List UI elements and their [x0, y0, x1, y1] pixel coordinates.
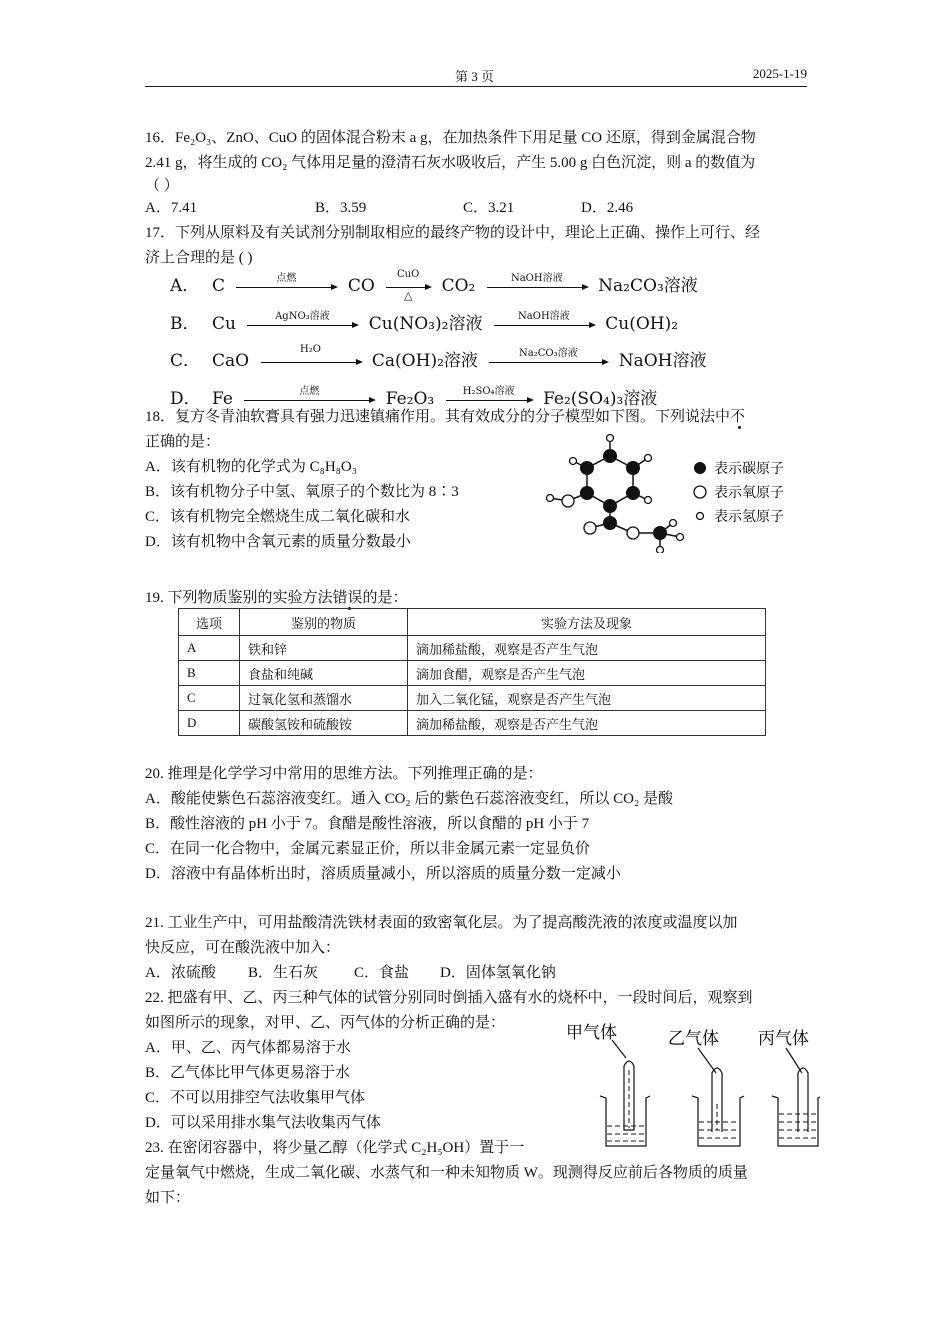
q23-line: 如下：: [145, 1190, 191, 1206]
q19-table: [178, 608, 766, 736]
rx-mid: Ca(OH)₂溶液: [371, 351, 478, 371]
legend-label: 表示氧原子: [714, 485, 784, 501]
q17-line: 17．下列从原料及有关试剂分别制取相应的最终产物的设计中，理论上正确、操作上可行、经: [145, 225, 761, 241]
page-header: [145, 64, 807, 87]
option: D．2.46: [581, 200, 634, 216]
cell: 滴加食醋，观察是否产生气泡: [408, 661, 766, 686]
question-20: [145, 762, 807, 887]
header-date: 2025-1-19: [752, 66, 807, 81]
rx-start: CaO: [212, 351, 250, 371]
arrow: [261, 343, 361, 372]
q16-line: 16．Fe₂O₃、ZnO、CuO 的固体混合粉末 a g，在加热条件下用足量 CO 还原，得到金属混合物: [145, 130, 756, 146]
cell: 铁和锌: [240, 636, 408, 661]
arrow-label: H₂SO₄溶液: [462, 385, 515, 397]
tube-label: 丙气体: [758, 1029, 809, 1049]
q18-line: 18．复方冬青油软膏具有强力迅速镇痛作用。其有效成分的分子模型如下图。下列说法中: [145, 409, 731, 425]
option: D．可以采用排水集气法收集丙气体: [145, 1115, 381, 1131]
q23-line: 23. 在密闭容器中，将少量乙醇（化学式 C₂H₅OH）置于一: [145, 1140, 525, 1156]
question-16: [145, 126, 807, 271]
q21-line: 21. 工业生产中，可用盐酸清洗铁材表面的致密氧化层。为了提高酸洗液的浓度或温度以加: [145, 915, 738, 931]
cell: C: [179, 686, 240, 711]
option: C．食盐: [354, 965, 410, 981]
cell: D: [179, 711, 240, 736]
cell: 食盐和纯碱: [240, 661, 408, 686]
option: A．7.41: [145, 200, 198, 216]
q16-options: [145, 196, 807, 221]
rx-end: Fe₂(SO₄)₃溶液: [543, 389, 658, 409]
arrow: [494, 310, 594, 335]
option: B．酸性溶液的 pH 小于 7。食醋是酸性溶液，所以食醋的 pH 小于 7: [145, 816, 590, 832]
q20-line: 20. 推理是化学学习中常用的思维方法。下列推理正确的是：: [145, 766, 543, 782]
q22-line: 22. 把盛有甲、乙、丙三种气体的试管分别同时倒插入盛有水的烧杯中，一段时间后，观察到: [145, 990, 753, 1006]
tube-label: 甲气体: [566, 1023, 617, 1043]
oxygen-legend-icon: [694, 486, 706, 498]
cell: A: [179, 636, 240, 661]
cell: 加入二氧化锰，观察是否产生气泡: [408, 686, 766, 711]
table-row: [179, 686, 766, 711]
q17-line: 济上合理的是 ( ): [145, 250, 253, 266]
arrow-label: NaOH溶液: [510, 272, 563, 284]
option: B．生石灰: [248, 965, 319, 981]
cell: B: [179, 661, 240, 686]
arrow-label: CuO: [397, 268, 420, 280]
option: A．浓硫酸: [145, 965, 216, 981]
legend-label: 表示氢原子: [714, 509, 784, 525]
reaction-c: [170, 343, 707, 372]
col-header: 鉴别的物质: [240, 609, 408, 636]
emphasis-text: 不: [730, 409, 746, 425]
arrow-label: AgNO₃溶液: [275, 310, 330, 322]
option: A．酸能使紫色石蕊溶液变红。通入 CO₂ 后的紫色石蕊溶液变红，所以 CO₂ 是酸: [145, 791, 673, 807]
reaction-a: [170, 268, 698, 302]
rx-start: Fe: [212, 389, 233, 409]
table-row: [179, 711, 766, 736]
option: C．在同一化合物中，金属元素显正价，所以非金属元素一定显负价: [145, 841, 591, 857]
arrow-condition: △: [403, 288, 413, 302]
legend-label: 表示碳原子: [714, 461, 784, 477]
hydrogen-legend-icon: [697, 513, 704, 520]
cell: 碳酸氢铵和硫酸铵: [240, 711, 408, 736]
cell: 滴加稀盐酸，观察是否产生气泡: [408, 711, 766, 736]
gas-tubes-figure: [560, 1018, 820, 1148]
reaction-b: [170, 309, 678, 335]
table-row: [179, 661, 766, 686]
arrow-label: H₂O: [300, 343, 321, 355]
q21-line: 快反应，可在酸洗液中加入：: [145, 940, 341, 956]
arrow: [487, 272, 587, 297]
option: A．甲、乙、丙气体都易溶于水: [145, 1040, 351, 1056]
arrow: [236, 272, 336, 297]
col-header: 选项: [179, 609, 240, 636]
carbon-legend-icon: [694, 462, 706, 474]
option: D．该有机物中含氧元素的质量分数最小: [145, 534, 411, 550]
rx-mid: CO: [347, 276, 375, 296]
arrow: [247, 310, 357, 335]
rx-mid: Cu(NO₃)₂溶液: [368, 314, 483, 334]
rx-label: B．: [170, 314, 200, 334]
option: B．3.59: [315, 200, 367, 216]
rx-end: Cu(OH)₂: [605, 314, 679, 334]
cell: 过氧化氢和蒸馏水: [240, 686, 408, 711]
q23-line: 定量氧气中燃烧，生成二氧化碳、水蒸气和一种未知物质 W。现测得反应前后各物质的质量: [145, 1165, 748, 1181]
q18-line: 正确的是：: [145, 434, 221, 450]
rx-end: Na₂CO₃溶液: [598, 276, 698, 296]
option: D．固体氢氧化钠: [440, 965, 556, 981]
rx-end: NaOH溶液: [618, 351, 707, 371]
arrow-label: NaOH溶液: [518, 310, 570, 322]
rx-mid: Fe₂O₃: [385, 389, 435, 409]
q16-line: 2.41 g，将生成的 CO₂ 气体用足量的澄清石灰水吸收后，产生 5.00 g 白色沉淀，则 a 的数值为: [145, 155, 756, 171]
rx-label: D．: [170, 389, 201, 409]
rx-label: A．: [170, 276, 200, 296]
option: D．溶液中有晶体析出时，溶质质量减小，所以溶质的质量分数一定减小: [145, 866, 621, 882]
option: B．乙气体比甲气体更易溶于水: [145, 1065, 351, 1081]
cell: 滴加稀盐酸，观察是否产生气泡: [408, 636, 766, 661]
rx-start: Cu: [212, 314, 236, 334]
arrow-label: Na₂CO₃溶液: [519, 347, 578, 359]
table-header-row: [179, 609, 766, 636]
option: A．该有机物的化学式为 C₈H₈O₃: [145, 459, 357, 475]
q22-line: 如图所示的现象，对甲、乙、丙气体的分析正确的是：: [145, 1015, 506, 1031]
table-row: [179, 636, 766, 661]
option: C．不可以用排空气法收集甲气体: [145, 1090, 366, 1106]
q19-line: 19. 下列物质鉴别的实验方法: [145, 590, 333, 606]
page-number: 第 3 页: [455, 69, 495, 84]
arrow: [489, 347, 607, 372]
q16-line: （ ）: [145, 178, 179, 194]
col-header: 实验方法及现象: [408, 609, 766, 636]
arrow-label: 点燃: [299, 385, 320, 397]
option: C．3.21: [463, 200, 515, 216]
option: C．该有机物完全燃烧生成二氧化碳和水: [145, 509, 411, 525]
rx-label: C．: [170, 351, 201, 371]
tube-label: 乙气体: [668, 1029, 719, 1049]
molecule-model-figure: [530, 428, 810, 553]
arrow-label: 点燃: [276, 272, 297, 284]
option: B．该有机物分子中氢、氧原子的个数比为 8∶3: [145, 484, 459, 500]
emphasis-text: 错误: [332, 590, 363, 606]
q19-line: 的是：: [362, 590, 408, 606]
rx-mid: CO₂: [441, 276, 476, 296]
rx-start: C: [212, 276, 226, 296]
arrow: [386, 268, 430, 302]
